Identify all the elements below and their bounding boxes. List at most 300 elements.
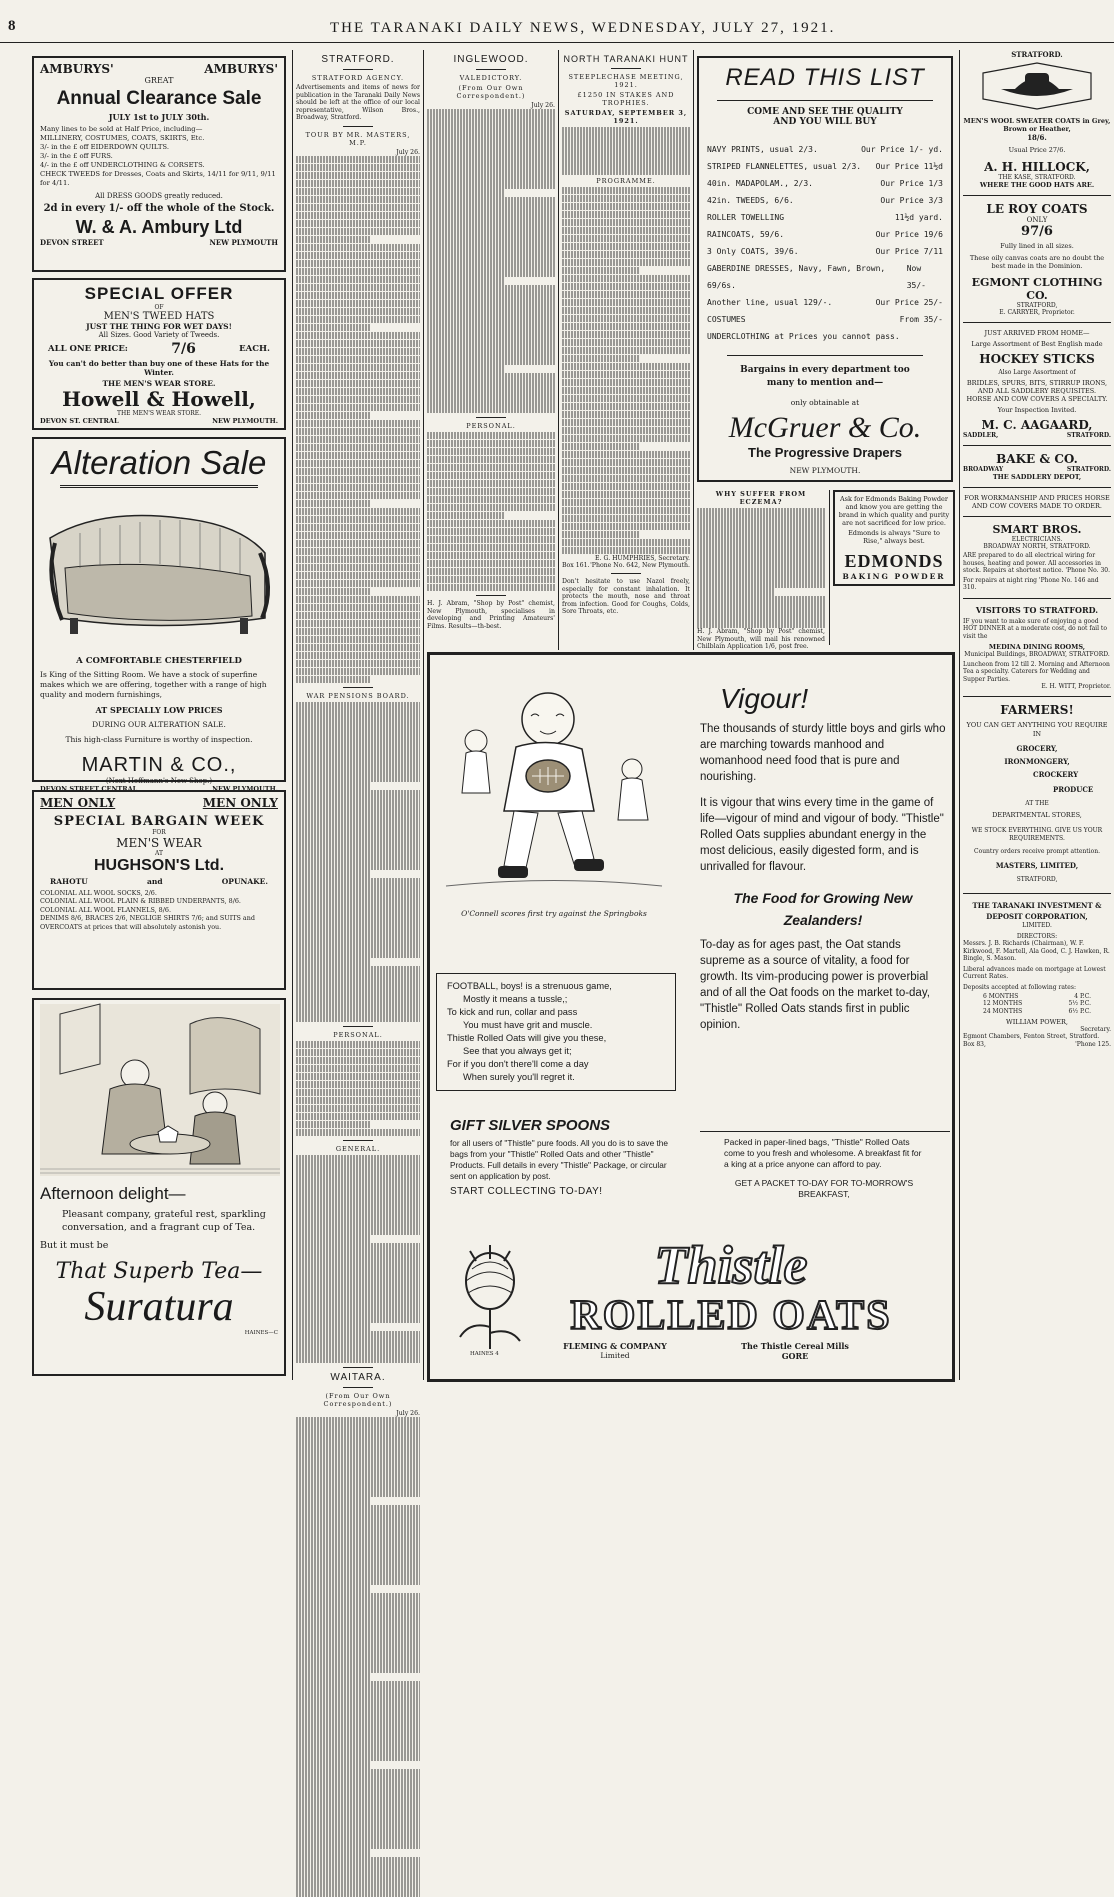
text-line [296,1801,420,1809]
price-row [707,311,943,328]
text-line [296,1753,420,1761]
text-line [427,125,555,133]
text-line [296,894,420,902]
hughson-line: DENIMS 8/6, BRACES 2/6, NEGLIGE SHIRTS 7/6; and SUITS and OVERCOATS at prices that will absolutely astonish you. [40,914,255,931]
poem-line: See that you always get it; [463,1046,572,1056]
article-text [427,109,555,413]
masters-town: STRATFORD, [1016,876,1058,883]
fleming-block [550,1341,680,1360]
egmont-town: STRATFORD, [1016,302,1058,309]
thistle-mills: The Thistle Cereal Mills [741,1341,849,1351]
article-text [296,1041,420,1137]
howell-sizes: All Sizes. Good Variety of Tweeds. [98,331,220,339]
text-line [296,1105,420,1113]
text-line [296,596,420,604]
text-line [427,373,555,381]
text-line [296,1697,420,1705]
text-line [296,1577,420,1585]
thistle-caption: O'Connell scores first try against the Springboks [461,909,647,918]
rate-term: 12 MONTHS [983,1000,1023,1007]
text-line [427,309,555,317]
divider [476,417,506,418]
text-line [296,1681,420,1689]
text-line [427,432,555,440]
text-line [427,197,555,205]
text-line [427,157,555,165]
text-line [296,1291,420,1299]
thistle-fleming: FLEMING & COMPANY [563,1341,667,1351]
text-line [296,204,420,212]
text-line [562,395,690,403]
text-line [296,292,420,300]
stratford-column [296,50,420,1417]
also-large: Also Large Assortment of [998,369,1076,376]
text-line [296,492,420,500]
text-line [296,950,420,958]
price-row [707,294,943,311]
price-item-name: Another line, usual 129/-. [707,298,833,307]
newspaper-title: THE TARANAKI DAILY NEWS, WEDNESDAY, JULY 27, 1921. [330,20,836,36]
text-line [296,1129,420,1137]
text-line [296,196,420,204]
text-line [296,1307,420,1315]
text-line [296,742,420,750]
text-line [296,1006,420,1014]
tidc-phone: 'Phone 125. [1075,1040,1111,1048]
text-line [296,532,420,540]
text-line [562,483,690,491]
amburys-top-left: AMBURYS' [40,62,114,76]
text-line [296,1513,420,1521]
text-line [296,766,420,774]
text-line [296,734,420,742]
text-line [296,1041,420,1049]
divider [343,1367,373,1368]
text-line [697,564,825,572]
thistle-packed: Packed in paper-lined bags, "Thistle" Rolled Oats come to you fresh and wholesome. A breakfast fit for a king at a price anyone can afford to pay. [724,1137,922,1169]
price-row [707,226,943,243]
text-line [697,524,825,532]
text-line [562,387,690,395]
sweater-usual: Usual Price 27/6. [1008,146,1066,154]
martin-town: NEW PLYMOUTH. [212,785,278,793]
poem-line: When surely you'll regret it. [463,1072,575,1082]
hughson-firm: HUGHSON'S Ltd. [93,857,225,874]
text-line [296,1057,420,1065]
tidc: THE TARANAKI INVESTMENT & DEPOSIT CORPORATION, [972,901,1102,921]
grocery: GROCERY, [1016,744,1058,753]
howell-headline: SPECIAL OFFER [84,284,234,303]
price-item-price: 11½d yard. [894,213,943,222]
text-line [296,702,420,710]
edmonds-ad [833,490,955,650]
price-row [707,141,943,158]
text-line [562,307,690,315]
martin-special: AT SPECIALLY LOW PRICES [95,705,223,715]
text-line [427,237,555,245]
text-line [296,1251,420,1259]
leroy-price: 97/6 [1021,224,1053,239]
eczema-column [697,488,825,648]
hillock-tag: WHERE THE GOOD HATS ARE. [979,181,1095,189]
text-line [296,316,420,324]
text-line [296,1889,420,1897]
text-line [296,380,420,388]
visitors: VISITORS TO STRATFORD. [975,604,1099,615]
directors: DIRECTORS: [1016,933,1058,940]
text-line [697,540,825,548]
text-line [562,547,690,555]
thistle-gore: GORE [781,1351,809,1361]
text-line [562,435,690,443]
text-line [427,141,555,149]
martin-body: Is King of the Sitting Room. We have a stock of superfine makes which we are offering, together with a range of high quality and modern furnishings, [40,670,267,699]
football-kids-illustration [436,661,672,901]
text-line [427,365,504,373]
divider [343,1026,373,1027]
text-line [296,1785,420,1793]
text-line [296,934,420,942]
text-line [296,798,420,806]
text-line [296,1179,420,1187]
text-line [296,1219,420,1227]
text-line [296,870,370,878]
aagaard-town: STRATFORD. [1066,432,1111,439]
text-line [296,1275,420,1283]
price-item-name: GABERDINE DRESSES, Navy, Fawn, Brown, 69/6s. [707,264,886,290]
thistle-body1: The thousands of sturdy little boys and girls who are marching towards manhood and womanhood need food that is pure and nourishing. [700,723,946,783]
inglewood-heading: INGLEWOOD. [453,54,529,65]
text-line [562,331,690,339]
amburys-line: Many lines to be sold at Half Price, including— [40,125,203,133]
price-item-name: COSTUMES [707,315,746,324]
rate-row [983,1008,1091,1016]
divider [476,595,506,596]
text-line [296,822,420,830]
text-line [562,427,690,435]
text-line [296,1203,420,1211]
hughson-left: MEN ONLY [40,796,116,810]
text-line [427,464,555,472]
hughson-headline: SPECIAL BARGAIN WEEK [53,814,265,829]
gift-cta: START COLLECTING TO-DAY! [450,1186,603,1197]
text-line [296,1657,420,1665]
thistle-poem [436,973,676,1091]
amburys-dates: JULY 1st to JULY 30th. [108,112,210,122]
column-rule [829,490,830,645]
text-line [427,277,504,285]
text-line [296,942,420,950]
martin-headline: Alteration Sale [51,444,267,481]
text-line [562,219,690,227]
hughson-line: COLONIAL ALL WOOL FLANNELS, 8/6. [40,905,171,914]
mcgruer-sub1: COME AND SEE THE QUALITY [747,107,903,117]
thistle-ad [427,652,955,1382]
price-row [707,260,943,294]
text-line [562,227,690,235]
amburys-ad [32,56,286,272]
waitara-date: July 26. [396,1409,420,1417]
text-line [427,357,555,365]
text-line [296,180,420,188]
inglewood-column [427,50,555,650]
text-line [427,341,555,349]
thistle-agency: HAINES 4 [470,1351,499,1357]
hunt-meeting: STEEPLECHASE MEETING, 1921. [568,73,684,89]
divider [476,69,506,70]
mcgruer-headline: READ THIS LIST [725,64,925,91]
text-line [296,1339,420,1347]
war-pensions-heading: WAR PENSIONS BOARD. [306,692,410,701]
text-line [296,524,420,532]
column-rule [693,50,694,650]
gift-spoons [450,1117,680,1237]
text-line [296,862,420,870]
text-line [296,1665,420,1673]
text-line [296,1457,420,1465]
text-line [427,213,555,221]
text-line [697,532,825,540]
electricians: ELECTRICIANS. [1011,536,1063,543]
text-line [296,516,420,524]
text-line [296,1833,420,1841]
text-line [427,405,555,413]
text-line [562,363,690,371]
text-line [296,156,420,164]
text-line [296,1737,420,1745]
text-line [296,1121,370,1129]
text-line [296,348,420,356]
large-assortment: Large Assortment of Best English made [971,340,1103,348]
text-line [697,556,825,564]
rate-row [983,993,1091,1001]
masthead [0,0,1114,44]
text-line [562,539,690,547]
text-line [296,1163,420,1171]
bake-street: BROADWAY [963,466,1004,473]
article-text [697,508,825,628]
amburys-street: DEVON STREET [40,238,104,247]
text-line [296,604,420,612]
general-heading: GENERAL. [335,1145,381,1154]
text-line [296,1227,420,1235]
text-line [562,371,690,379]
bridles: BRIDLES, SPURS, BITS, STIRRUP IRONS, AND ALL SADDLERY REQUISITES. [966,379,1108,395]
thistle-sub: The Food for Growing New Zealanders! [733,890,913,928]
rate-row [983,1000,1091,1008]
medina: MEDINA DINING ROOMS, [988,643,1086,651]
text-line [296,468,420,476]
text-line [427,560,555,568]
hunt-column [562,50,690,650]
howell-firm: Howell & Howell, [62,387,256,411]
article-text [427,432,555,592]
text-line [296,1081,420,1089]
text-line [562,491,690,499]
text-line [296,644,420,652]
text-line [296,1299,420,1307]
price-item-price: Now 35/- [906,264,926,290]
text-line [296,910,420,918]
price-item-name: ROLLER TOWELLING [707,213,785,222]
text-line [296,652,420,660]
text-line [562,403,690,411]
text-line [296,1713,420,1721]
text-line [562,323,690,331]
text-line [296,718,420,726]
text-line [296,1323,370,1331]
text-line [296,710,420,718]
leroy-lined: Fully lined in all sizes. [1000,242,1074,250]
text-line [562,507,690,515]
price-row [707,192,943,209]
thistle-headline: Vigour! [720,683,809,714]
text-line [562,159,690,167]
text-line [296,1283,420,1291]
stratford-intro: Advertisements and items of news for publication in the Taranaki Daily News should be left at the office of our local representative, Wilson Bros., Broadway, Stratford. [296,84,420,121]
text-line [427,480,555,488]
poem-line: Thistle Rolled Oats will give you these, [447,1033,607,1043]
howell-store: THE MEN'S WEAR STORE. [102,379,216,388]
text-line [562,355,639,363]
text-line [296,244,420,252]
leroy: LE ROY COATS [986,202,1088,216]
text-line [562,187,690,195]
text-line [427,520,555,528]
produce: PRODUCE [1053,785,1094,794]
howell-each: EACH. [239,344,270,354]
text-line [296,782,370,790]
text-line [296,1259,420,1267]
hughson-item: MEN'S WEAR [116,836,202,850]
text-line [562,127,690,135]
amburys-town: NEW PLYMOUTH [209,238,278,247]
text-line [296,926,420,934]
text-line [296,500,370,508]
text-line [296,228,420,236]
edmonds-line1: Ask for Edmonds Baking Powder and know you are getting the brand in which quality and purity are not sacrificed for low price. [838,495,950,527]
amburys-great: GREAT [144,76,174,85]
text-line [562,347,690,355]
text-line [296,1553,420,1561]
gift-title: GIFT SILVER SPOONS [450,1117,611,1134]
text-line [427,381,555,389]
article-text [296,1155,420,1363]
price-item-name: UNDERCLOTHING at Prices you cannot pass. [707,332,900,341]
rate-term: 24 MONTHS [983,1007,1023,1015]
saddlery-depot: THE SADDLERY DEPOT, [992,473,1082,481]
text-line [296,1347,420,1355]
text-line [697,580,825,588]
text-line [296,324,370,332]
mcgruer-bargains: Bargains in every department too many to mention and— [740,365,910,388]
text-line [296,878,420,886]
divider [611,573,641,574]
text-line [296,1529,420,1537]
text-line [427,496,555,504]
thistle-logo-area [440,1235,948,1375]
howell-street: DEVON ST. CENTRAL [40,417,119,425]
text-line [296,580,420,588]
text-line [427,149,555,157]
chesterfield-illustration [40,498,280,648]
price-item-name: 40in. MADAPOLAM., 2/3. [707,179,813,188]
mcgruer-only: only obtainable at [790,398,860,407]
text-line [697,516,825,524]
text-line [427,205,555,213]
text-line [427,584,555,592]
mcgruer-price-list [707,141,943,345]
amburys-headline: Annual Clearance Sale [56,88,262,109]
eczema-heading: WHY SUFFER FROM ECZEMA? [715,490,807,506]
text-line [296,990,420,998]
price-item-price: From 35/- [899,315,943,324]
howell-item: MEN'S TWEED HATS [103,311,215,322]
poem-line: You must have grit and muscle. [463,1020,593,1030]
text-line [427,397,555,405]
text-line [427,181,555,189]
text-line [562,135,690,143]
tour-date: July 26. [396,148,420,156]
text-line [562,235,690,243]
text-line [296,356,420,364]
text-line [296,1689,420,1697]
egmont-prop: E. CARRYER, Proprietor. [999,309,1075,316]
text-line [562,523,690,531]
text-line [296,372,420,380]
text-line [697,548,825,556]
text-line [296,1187,420,1195]
price-item-price: Our Price 19/6 [875,230,943,239]
text-line [296,958,370,966]
text-line [427,536,555,544]
leroy-canvas: These oily canvas coats are no doubt the best made in the Dominion. [969,254,1105,270]
hillock: A. H. HILLOCK, [984,160,1090,174]
text-line [296,1497,370,1505]
text-line [427,472,555,480]
text-line [296,404,420,412]
text-line [296,1777,420,1785]
text-line [697,588,774,596]
text-line [296,1171,420,1179]
packed-copy [724,1137,924,1247]
stock-everything: WE STOCK EVERYTHING. GIVE US YOUR REQUIREMENTS. [971,827,1103,842]
text-line [562,251,690,259]
thistle-limited: Limited [600,1351,630,1360]
text-line [296,276,420,284]
suratura-must: But it must be [40,1240,109,1251]
stratford-heading: STRATFORD. [321,54,395,65]
howell-town: NEW PLYMOUTH. [212,417,278,425]
text-line [296,1521,420,1529]
text-line [427,173,555,181]
martin-caption: A COMFORTABLE CHESTERFIELD [76,656,242,666]
rate-value: 5½ P.C. [1068,1000,1091,1007]
text-line [427,488,555,496]
price-item-price: Our Price 3/3 [880,196,943,205]
hughson-town-left: RAHOTU [50,877,88,886]
hughson-for: FOR [152,829,166,836]
text-line [296,636,420,644]
text-line [296,1545,420,1553]
text-line [296,1425,420,1433]
poem-line: For if you don't there'll come a day [447,1059,589,1069]
rate-value: 6½ P.C. [1068,1007,1091,1015]
text-line [427,528,555,536]
price-row [707,328,943,345]
text-line [296,1601,420,1609]
text-line [296,1049,420,1057]
